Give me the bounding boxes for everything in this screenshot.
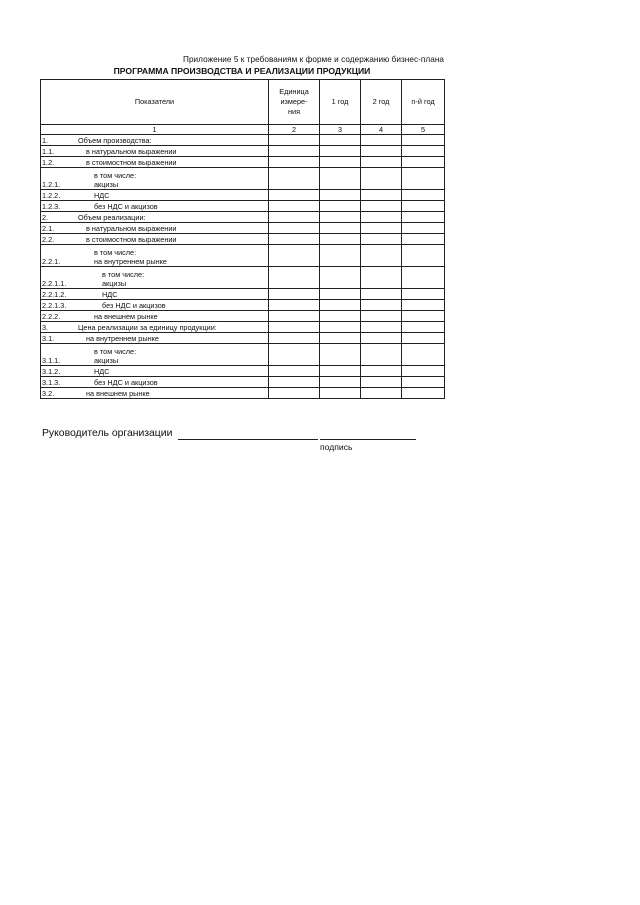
value-cell[interactable] (361, 333, 402, 344)
value-cell[interactable] (269, 245, 320, 267)
value-cell[interactable] (320, 322, 361, 333)
value-cell[interactable] (361, 300, 402, 311)
column-number: 4 (361, 125, 402, 135)
value-cell[interactable] (269, 267, 320, 289)
row-label: в стоимостном выражении (86, 235, 177, 244)
value-cell[interactable] (269, 201, 320, 212)
value-cell[interactable] (269, 311, 320, 322)
row-label: на внешнем рынке (86, 389, 150, 398)
row-label: Объем реализации: (78, 213, 146, 222)
indicator-cell (41, 333, 269, 344)
value-cell[interactable] (361, 311, 402, 322)
row-label: на внешнем рынке (94, 312, 158, 321)
row-code: 3.1.2. (42, 367, 61, 376)
value-cell[interactable] (320, 234, 361, 245)
value-cell[interactable] (320, 366, 361, 377)
table-row (41, 201, 445, 212)
row-code: 1.1. (42, 147, 55, 156)
indicator-cell (41, 377, 269, 388)
table-row (41, 344, 445, 366)
value-cell[interactable] (361, 245, 402, 267)
value-cell[interactable] (269, 157, 320, 168)
value-cell[interactable] (320, 300, 361, 311)
value-cell[interactable] (269, 300, 320, 311)
table-row (41, 300, 445, 311)
indicator-cell (41, 212, 269, 223)
table-row (41, 157, 445, 168)
table-row (41, 289, 445, 300)
row-label: в том числе: акцизы (94, 171, 137, 189)
value-cell[interactable] (320, 267, 361, 289)
value-cell[interactable] (320, 344, 361, 366)
row-code: 1.2. (42, 158, 55, 167)
value-cell[interactable] (320, 157, 361, 168)
table-body (41, 135, 445, 399)
indicator-cell (41, 168, 269, 190)
row-label: НДС (94, 191, 110, 200)
table-row (41, 366, 445, 377)
indicator-cell (41, 201, 269, 212)
row-code: 3. (42, 323, 49, 332)
indicator-cell (41, 388, 269, 399)
appendix-note: Приложение 5 к требованиям к форме и содержанию бизнес-плана (183, 55, 444, 64)
indicator-cell (41, 223, 269, 234)
row-label: без НДС и акцизов (94, 378, 158, 387)
value-cell[interactable] (320, 190, 361, 201)
value-cell[interactable] (402, 388, 445, 399)
value-cell[interactable] (402, 212, 445, 223)
row-label: Объем производства: (78, 136, 152, 145)
row-label: в том числе: акцизы (102, 270, 145, 288)
value-cell[interactable] (361, 366, 402, 377)
value-cell[interactable] (402, 201, 445, 212)
value-cell[interactable] (402, 135, 445, 146)
row-label: НДС (94, 367, 110, 376)
value-cell[interactable] (269, 366, 320, 377)
value-cell[interactable] (269, 377, 320, 388)
value-cell[interactable] (269, 333, 320, 344)
row-label: в натуральном выражении (86, 224, 177, 233)
row-code: 2.2.1.1. (42, 279, 67, 288)
value-cell[interactable] (361, 267, 402, 289)
value-cell[interactable] (320, 212, 361, 223)
value-cell[interactable] (269, 234, 320, 245)
indicator-cell (41, 366, 269, 377)
value-cell[interactable] (269, 212, 320, 223)
value-cell[interactable] (320, 289, 361, 300)
value-cell[interactable] (269, 223, 320, 234)
column-header-year2: 2 год (361, 80, 402, 125)
row-code: 1.2.2. (42, 191, 61, 200)
table-row (41, 377, 445, 388)
value-cell[interactable] (402, 366, 445, 377)
row-code: 2.2. (42, 235, 55, 244)
value-cell[interactable] (320, 223, 361, 234)
row-code: 2.2.1.3. (42, 301, 67, 310)
row-code: 1. (42, 136, 49, 145)
column-number: 5 (402, 125, 445, 135)
value-cell[interactable] (269, 388, 320, 399)
indicator-cell (41, 344, 269, 366)
value-cell[interactable] (402, 168, 445, 190)
table-row (41, 322, 445, 333)
signature-line (320, 439, 416, 440)
table-row (41, 333, 445, 344)
row-code: 3.1. (42, 334, 55, 343)
column-number: 2 (269, 125, 320, 135)
indicator-cell (41, 311, 269, 322)
column-numbers-row (41, 125, 445, 135)
value-cell[interactable] (402, 245, 445, 267)
value-cell[interactable] (269, 168, 320, 190)
value-cell[interactable] (269, 344, 320, 366)
row-label: в натуральном выражении (86, 147, 177, 156)
indicator-cell (41, 289, 269, 300)
row-code: 2. (42, 213, 49, 222)
value-cell[interactable] (402, 190, 445, 201)
table-row (41, 388, 445, 399)
value-cell[interactable] (361, 212, 402, 223)
indicator-cell (41, 146, 269, 157)
value-cell[interactable] (269, 190, 320, 201)
value-cell[interactable] (320, 135, 361, 146)
value-cell[interactable] (402, 289, 445, 300)
signature-label: Руководитель организации (42, 428, 173, 439)
value-cell[interactable] (402, 322, 445, 333)
value-cell[interactable] (320, 146, 361, 157)
row-code: 2.2.1.2. (42, 290, 67, 299)
value-cell[interactable] (361, 146, 402, 157)
row-code: 2.2.1. (42, 257, 61, 266)
indicator-cell (41, 234, 269, 245)
value-cell[interactable] (361, 344, 402, 366)
value-cell[interactable] (361, 377, 402, 388)
value-cell[interactable] (320, 377, 361, 388)
value-cell[interactable] (402, 223, 445, 234)
value-cell[interactable] (269, 146, 320, 157)
value-cell[interactable] (361, 157, 402, 168)
value-cell[interactable] (320, 168, 361, 190)
table-row (41, 146, 445, 157)
value-cell[interactable] (320, 201, 361, 212)
column-header-indicators: Показатели (41, 80, 269, 125)
table-row (41, 190, 445, 201)
production-sales-table (40, 79, 445, 399)
row-label: в том числе: акцизы (94, 347, 137, 365)
row-label: без НДС и акцизов (102, 301, 166, 310)
indicator-cell (41, 135, 269, 146)
value-cell[interactable] (320, 333, 361, 344)
value-cell[interactable] (361, 388, 402, 399)
row-code: 3.1.1. (42, 356, 61, 365)
signature-caption: подпись (320, 442, 353, 452)
value-cell[interactable] (269, 135, 320, 146)
table-row (41, 223, 445, 234)
value-cell[interactable] (269, 289, 320, 300)
value-cell[interactable] (402, 311, 445, 322)
row-label: на внутреннем рынке (86, 334, 159, 343)
indicator-cell (41, 267, 269, 289)
value-cell[interactable] (361, 322, 402, 333)
row-code: 1.2.1. (42, 180, 61, 189)
table-row (41, 245, 445, 267)
row-label: в стоимостном выражении (86, 158, 177, 167)
table-row (41, 234, 445, 245)
row-label: Цена реализации за единицу продукции: (78, 323, 217, 332)
value-cell[interactable] (402, 267, 445, 289)
value-cell[interactable] (361, 135, 402, 146)
value-cell[interactable] (402, 300, 445, 311)
value-cell[interactable] (402, 157, 445, 168)
row-label: в том числе: на внутреннем рынке (94, 248, 167, 266)
row-code: 2.2.2. (42, 312, 61, 321)
value-cell[interactable] (402, 146, 445, 157)
table-row (41, 267, 445, 289)
value-cell[interactable] (361, 234, 402, 245)
column-header-unit: Единица измере- ния (269, 80, 320, 125)
indicator-cell (41, 245, 269, 267)
column-number: 3 (320, 125, 361, 135)
value-cell[interactable] (402, 333, 445, 344)
value-cell[interactable] (269, 322, 320, 333)
indicator-cell (41, 322, 269, 333)
signature-name-line (178, 439, 318, 440)
table-row (41, 311, 445, 322)
row-code: 3.1.3. (42, 378, 61, 387)
indicator-cell (41, 190, 269, 201)
value-cell[interactable] (402, 344, 445, 366)
table-row (41, 212, 445, 223)
value-cell[interactable] (320, 311, 361, 322)
value-cell[interactable] (361, 289, 402, 300)
value-cell[interactable] (361, 190, 402, 201)
value-cell[interactable] (402, 234, 445, 245)
value-cell[interactable] (361, 168, 402, 190)
row-code: 2.1. (42, 224, 55, 233)
value-cell[interactable] (361, 201, 402, 212)
column-header-year1: 1 год (320, 80, 361, 125)
row-code: 1.2.3. (42, 202, 61, 211)
column-number: 1 (41, 125, 269, 135)
value-cell[interactable] (320, 388, 361, 399)
row-label: без НДС и акцизов (94, 202, 158, 211)
table-row (41, 135, 445, 146)
column-header-yearn: n-й год (402, 80, 445, 125)
document-title: ПРОГРАММА ПРОИЗВОДСТВА И РЕАЛИЗАЦИИ ПРОДУКЦИИ (113, 66, 371, 76)
value-cell[interactable] (361, 223, 402, 234)
indicator-cell (41, 300, 269, 311)
value-cell[interactable] (402, 377, 445, 388)
indicator-cell (41, 157, 269, 168)
row-code: 3.2. (42, 389, 55, 398)
row-label: НДС (102, 290, 118, 299)
value-cell[interactable] (320, 245, 361, 267)
table-row (41, 168, 445, 190)
